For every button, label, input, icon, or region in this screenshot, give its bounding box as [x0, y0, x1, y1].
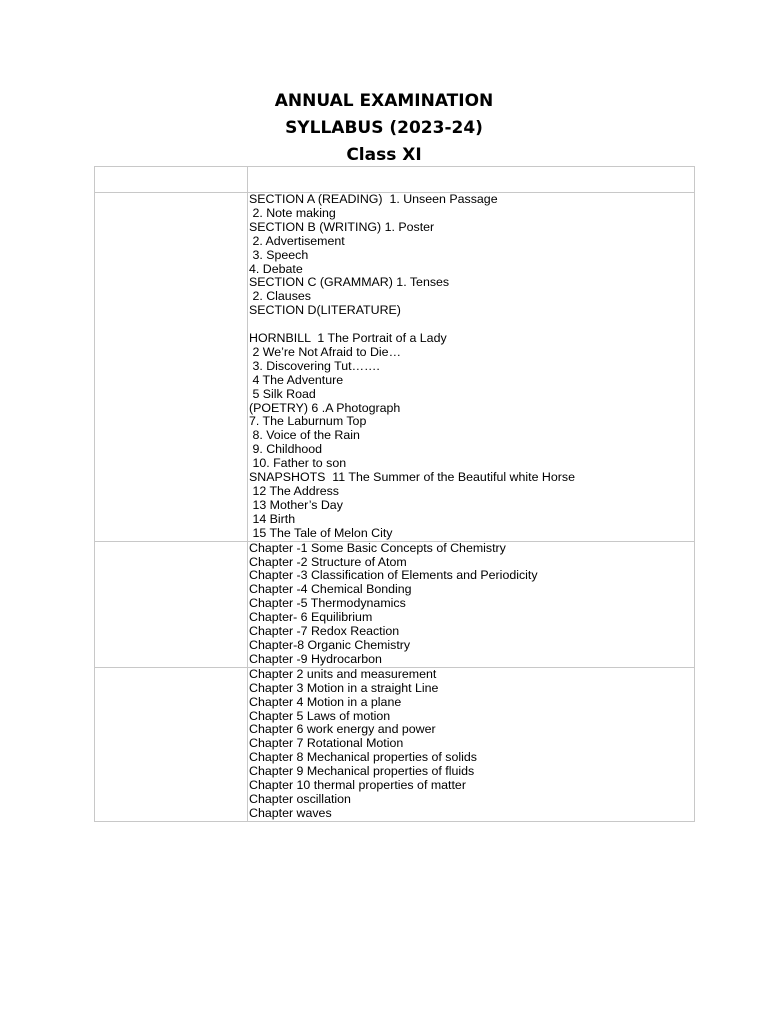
table-row: [95, 193, 695, 542]
title-line-3: Class XI: [346, 145, 422, 165]
syllabus-line: Chapter oscillation: [249, 791, 351, 806]
syllabus-cell: [248, 541, 695, 667]
syllabus-line: Chapter- 6 Equilibrium: [249, 610, 373, 625]
syllabus-line: SECTION C (GRAMMAR) 1. Tenses: [249, 275, 450, 290]
syllabus-line: Chapter -9 Hydrocarbon: [249, 651, 382, 666]
syllabus-line: Chapter waves: [249, 805, 332, 820]
table-header-row: [95, 167, 695, 193]
syllabus-line: SNAPSHOTS 11 The Summer of the Beautiful white Horse: [249, 470, 575, 485]
syllabus-line: 2. Clauses: [249, 289, 311, 304]
syllabus-line: Chapter 6 work energy and power: [249, 722, 436, 737]
subject-cell: [95, 541, 248, 667]
syllabus-line: 7. The Laburnum Top: [249, 414, 367, 429]
syllabus-line: 3. Speech: [249, 247, 309, 262]
table-row: [95, 541, 695, 667]
syllabus-line: 4. Debate: [249, 261, 303, 276]
syllabus-line: 4 The Adventure: [249, 372, 344, 387]
syllabus-line: SECTION A (READING) 1. Unseen Passage: [249, 192, 498, 206]
syllabus-line: SECTION D(LITERATURE): [249, 303, 401, 318]
header-cell-subject: [95, 167, 248, 193]
syllabus-line: 10. Father to son: [249, 456, 347, 471]
subject-cell: [95, 193, 248, 542]
syllabus-line: Chapter -1 Some Basic Concepts of Chemistry: [249, 540, 506, 555]
syllabus-cell: [248, 193, 695, 542]
syllabus-line: Chapter 9 Mechanical properties of fluids: [249, 764, 475, 779]
syllabus-line: (POETRY) 6 .A Photograph: [249, 400, 401, 415]
syllabus-line: 2 We’re Not Afraid to Die…: [249, 344, 401, 359]
syllabus-table: [94, 166, 695, 822]
syllabus-line: Chapter 5 Laws of motion: [249, 708, 391, 723]
syllabus-line: Chapter -5 Thermodynamics: [249, 596, 406, 611]
syllabus-line: 3. Discovering Tut…….: [249, 358, 380, 373]
syllabus-line: Chapter 3 Motion in a straight Line: [249, 680, 439, 695]
document-title: [0, 88, 768, 169]
syllabus-line: Chapter 4 Motion in a plane: [249, 694, 402, 709]
syllabus-line: Chapter 2 units and measurement: [249, 666, 437, 681]
syllabus-line: Chapter -3 Classification of Elements and Periodicity: [249, 568, 538, 583]
syllabus-line: Chapter 7 Rotational Motion: [249, 736, 404, 751]
syllabus-line: Chapter 10 thermal properties of matter: [249, 778, 466, 793]
title-line-1: ANNUAL EXAMINATION: [274, 91, 494, 111]
syllabus-line: HORNBILL 1 The Portrait of a Lady: [249, 331, 447, 346]
syllabus-line: 9. Childhood: [249, 442, 323, 457]
syllabus-line: Chapter 8 Mechanical properties of solids: [249, 750, 477, 765]
syllabus-line: 5 Silk Road: [249, 386, 316, 401]
syllabus-line: 2. Note making: [249, 205, 336, 220]
syllabus-line: SECTION B (WRITING) 1. Poster: [249, 219, 435, 234]
syllabus-line: Chapter -7 Redox Reaction: [249, 624, 400, 639]
syllabus-table-body: [95, 167, 695, 822]
syllabus-line: 8. Voice of the Rain: [249, 428, 360, 443]
syllabus-line: Chapter-8 Organic Chemistry: [249, 637, 411, 652]
title-line-2: SYLLABUS (2023-24): [285, 118, 483, 138]
syllabus-line: Chapter -2 Structure of Atom: [249, 554, 407, 569]
header-cell-syllabus: [248, 167, 695, 193]
syllabus-cell: [248, 667, 695, 821]
syllabus-line: 2. Advertisement: [249, 233, 345, 248]
syllabus-line: [249, 318, 694, 332]
table-row: [95, 667, 695, 821]
syllabus-line: 13 Mother’s Day: [249, 497, 343, 512]
syllabus-line: 15 The Tale of Melon City: [249, 525, 393, 540]
syllabus-line: Chapter -4 Chemical Bonding: [249, 582, 412, 597]
syllabus-line: 12 The Address: [249, 484, 340, 499]
subject-cell: [95, 667, 248, 821]
syllabus-line: 14 Birth: [249, 511, 296, 526]
